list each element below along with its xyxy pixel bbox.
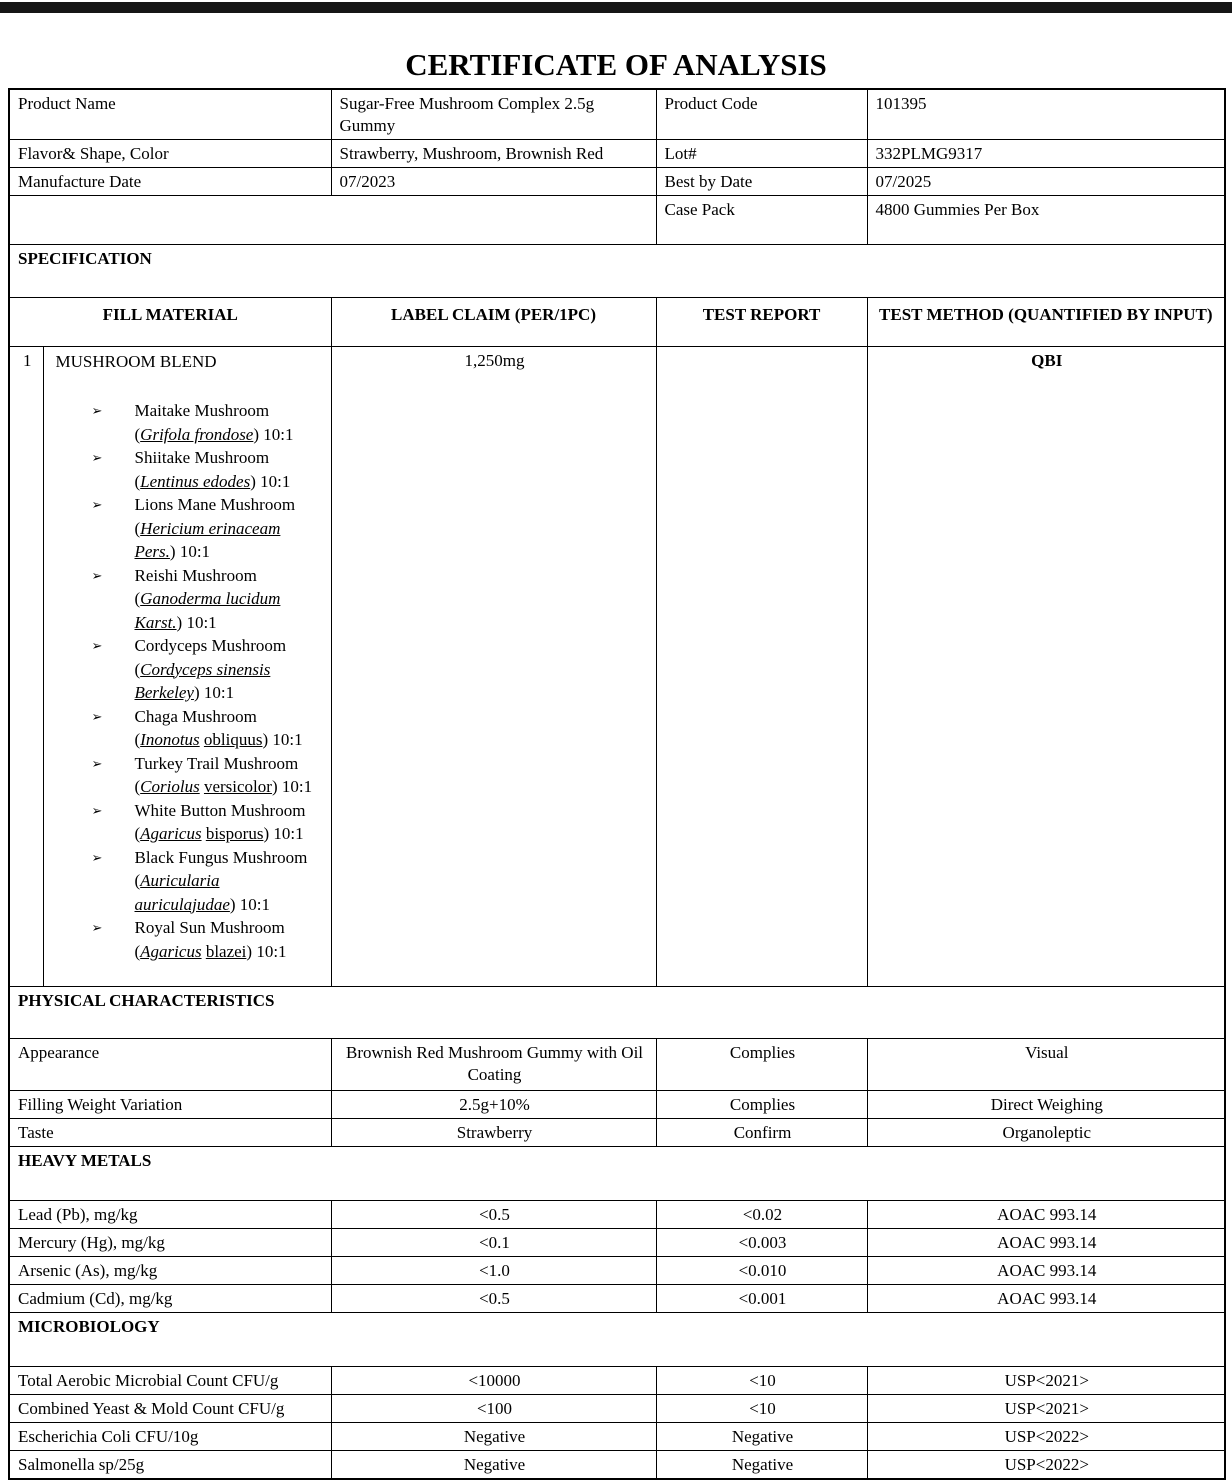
test-report-cell: <10 — [656, 1395, 867, 1423]
parameter-cell: Salmonella sp/25g — [9, 1451, 331, 1480]
product-name-label: Product Name — [9, 89, 331, 140]
case-pack-row — [9, 196, 1225, 245]
latin-name: obliquus — [203, 730, 263, 749]
parameter-cell: Appearance — [9, 1039, 331, 1091]
arrow-bullet-icon: ➢ — [91, 756, 103, 772]
latin-name: Coriolus — [140, 777, 200, 796]
blend-item — [52, 493, 323, 564]
spec-row — [9, 1285, 1225, 1313]
parameter-cell: Combined Yeast & Mold Count CFU/g — [9, 1395, 331, 1423]
label-claim-cell: <0.5 — [331, 1285, 656, 1313]
specification-band-row — [9, 245, 1225, 298]
section-title: MICROBIOLOGY — [9, 1313, 1225, 1367]
arrow-bullet-icon: ➢ — [91, 568, 103, 584]
fill-material-header: FILL MATERIAL — [9, 298, 331, 347]
blend-item-text: Black Fungus Mushroom (Auricularia auriculajudae) 10:1 — [134, 847, 308, 914]
latin-name: Grifola frondose — [140, 424, 254, 444]
latin-name: Auricularia auriculajudae — [134, 871, 230, 914]
mushroom-blend-row — [9, 347, 1225, 987]
specification-section — [9, 245, 1225, 987]
label-claim-cell: <0.5 — [331, 1201, 656, 1229]
spec-row — [9, 1229, 1225, 1257]
microbiology-section — [9, 1313, 1225, 1480]
parameter-cell: Lead (Pb), mg/kg — [9, 1201, 331, 1229]
test-method-cell: Organoleptic — [867, 1119, 1225, 1147]
case-pack-label: Case Pack — [656, 196, 867, 245]
parameter-cell: Taste — [9, 1119, 331, 1147]
blend-item-text: White Button Mushroom (Agaricus bisporus) 10:1 — [134, 800, 306, 843]
certificate-table — [8, 88, 1226, 1480]
spec-row — [9, 1395, 1225, 1423]
blend-item-text: Chaga Mushroom (Inonotus obliquus) 10:1 — [134, 706, 303, 749]
arrow-bullet-icon: ➢ — [91, 404, 103, 419]
latin-name: Cordyceps sinensis Berkeley — [134, 659, 271, 702]
blend-item-text: Reishi Mushroom (Ganoderma lucidum Karst.) 10:1 — [134, 565, 281, 632]
test-report-cell: Negative — [656, 1423, 867, 1451]
label-claim-cell: Negative — [331, 1423, 656, 1451]
test-report-cell: <0.003 — [656, 1229, 867, 1257]
blend-test-report — [656, 347, 867, 987]
test-method-cell: USP<2021> — [867, 1395, 1225, 1423]
section-title: HEAVY METALS — [9, 1147, 1225, 1201]
label-claim-cell: <0.1 — [331, 1229, 656, 1257]
blend-item-text: Shiitake Mushroom (Lentinus edodes) 10:1 — [134, 448, 291, 491]
product-code-label: Product Code — [656, 89, 867, 140]
arrow-bullet-icon: ➢ — [91, 639, 103, 654]
case-pack-value: 4800 Gummies Per Box — [867, 196, 1225, 245]
heavy-metals-band-row — [9, 1147, 1225, 1201]
blend-item — [52, 564, 323, 635]
blend-title: MUSHROOM BLEND — [55, 352, 217, 371]
blend-item — [52, 634, 323, 705]
latin-name: Inonotus — [140, 730, 200, 749]
test-report-cell: <0.001 — [656, 1285, 867, 1313]
specification-section-title: SPECIFICATION — [9, 245, 1225, 298]
latin-name: Lentinus edodes — [140, 471, 251, 491]
parameter-cell: Filling Weight Variation — [9, 1091, 331, 1119]
spec-row — [9, 1039, 1225, 1091]
spec-row — [9, 1091, 1225, 1119]
blend-item — [52, 752, 323, 799]
label-claim-cell: <1.0 — [331, 1257, 656, 1285]
arrow-bullet-icon: ➢ — [91, 709, 103, 725]
blend-cell — [43, 347, 331, 987]
parameter-cell: Arsenic (As), mg/kg — [9, 1257, 331, 1285]
flavor-label: Flavor& Shape, Color — [9, 140, 331, 168]
test-report-cell: Complies — [656, 1091, 867, 1119]
parameter-cell: Escherichia Coli CFU/10g — [9, 1423, 331, 1451]
arrow-bullet-icon: ➢ — [91, 498, 103, 513]
empty-cell — [9, 196, 656, 245]
best-by-value: 07/2025 — [867, 168, 1225, 196]
parameter-cell: Cadmium (Cd), mg/kg — [9, 1285, 331, 1313]
test-report-cell: Complies — [656, 1039, 867, 1091]
test-method-cell: AOAC 993.14 — [867, 1229, 1225, 1257]
blend-item — [52, 446, 323, 493]
label-claim-cell: Negative — [331, 1451, 656, 1480]
lot-label: Lot# — [656, 140, 867, 168]
blend-label-claim: 1,250mg — [331, 347, 656, 987]
label-claim-cell: <100 — [331, 1395, 656, 1423]
arrow-bullet-icon: ➢ — [91, 850, 103, 866]
latin-name: Agaricus — [140, 941, 202, 961]
blend-item-text: Lions Mane Mushroom (Hericium erinaceam Pers.) 10:1 — [134, 495, 296, 561]
product-name-value: Sugar-Free Mushroom Complex 2.5g Gummy — [331, 89, 656, 140]
best-by-label: Best by Date — [656, 168, 867, 196]
latin-name: Ganoderma lucidum Karst. — [134, 589, 281, 632]
test-method-header: TEST METHOD (QUANTIFIED BY INPUT) — [867, 298, 1225, 347]
test-report-cell: Negative — [656, 1451, 867, 1480]
test-method-cell: AOAC 993.14 — [867, 1201, 1225, 1229]
test-report-cell: Confirm — [656, 1119, 867, 1147]
label-claim-cell: Brownish Red Mushroom Gummy with Oil Coating — [331, 1039, 656, 1091]
microbiology-band-row — [9, 1313, 1225, 1367]
blend-item-text: Turkey Trail Mushroom (Coriolus versicolor) 10:1 — [134, 753, 313, 796]
blend-test-method: QBI — [867, 347, 1225, 987]
blend-item — [52, 799, 323, 846]
test-method-cell: USP<2022> — [867, 1423, 1225, 1451]
spec-row — [9, 1257, 1225, 1285]
manufacture-date-row — [9, 168, 1225, 196]
test-method-cell: AOAC 993.14 — [867, 1285, 1225, 1313]
product-info-block — [9, 89, 1225, 245]
latin-name: versicolor — [203, 777, 272, 796]
latin-name: Hericium erinaceam Pers. — [134, 518, 281, 561]
spec-row — [9, 1451, 1225, 1480]
blend-item — [52, 705, 323, 752]
label-claim-cell: Strawberry — [331, 1119, 656, 1147]
label-claim-header: LABEL CLAIM (PER/1PC) — [331, 298, 656, 347]
test-report-header: TEST REPORT — [656, 298, 867, 347]
test-report-cell: <0.02 — [656, 1201, 867, 1229]
arrow-bullet-icon: ➢ — [91, 921, 103, 936]
product-code-value: 101395 — [867, 89, 1225, 140]
arrow-bullet-icon: ➢ — [91, 451, 103, 466]
blend-item-text: Maitake Mushroom (Grifola frondose) 10:1 — [134, 401, 294, 444]
blend-row-number: 1 — [9, 347, 43, 987]
test-method-cell: Visual — [867, 1039, 1225, 1091]
arrow-bullet-icon: ➢ — [91, 803, 103, 819]
heavy-metals-section — [9, 1147, 1225, 1313]
label-claim-cell: <10000 — [331, 1367, 656, 1395]
blend-item-text: Royal Sun Mushroom (Agaricus blazei) 10:1 — [134, 918, 287, 961]
spec-row — [9, 1119, 1225, 1147]
physical-characteristics-section — [9, 987, 1225, 1147]
test-report-cell: <0.010 — [656, 1257, 867, 1285]
flavor-row — [9, 140, 1225, 168]
blend-item — [52, 399, 323, 446]
page-title: CERTIFICATE OF ANALYSIS — [405, 47, 827, 82]
spec-header-row — [9, 298, 1225, 347]
test-method-cell: AOAC 993.14 — [867, 1257, 1225, 1285]
blend-item-text: Cordyceps Mushroom (Cordyceps sinensis Berkeley) 10:1 — [134, 636, 287, 702]
spec-row — [9, 1423, 1225, 1451]
blend-item — [52, 916, 323, 963]
manufacture-date-value: 07/2023 — [331, 168, 656, 196]
section-title: PHYSICAL CHARACTERISTICS — [9, 987, 1225, 1039]
test-method-cell: USP<2022> — [867, 1451, 1225, 1480]
blend-list — [52, 399, 325, 963]
latin-name: blazei — [205, 941, 247, 961]
top-black-bar — [0, 2, 1232, 13]
physical-band-row — [9, 987, 1225, 1039]
spec-row — [9, 1201, 1225, 1229]
parameter-cell: Total Aerobic Microbial Count CFU/g — [9, 1367, 331, 1395]
spec-row — [9, 1367, 1225, 1395]
product-name-row — [9, 89, 1225, 140]
parameter-cell: Mercury (Hg), mg/kg — [9, 1229, 331, 1257]
label-claim-cell: 2.5g+10% — [331, 1091, 656, 1119]
latin-name: bisporus — [205, 824, 264, 843]
manufacture-date-label: Manufacture Date — [9, 168, 331, 196]
test-report-cell: <10 — [656, 1367, 867, 1395]
test-method-cell: Direct Weighing — [867, 1091, 1225, 1119]
test-method-cell: USP<2021> — [867, 1367, 1225, 1395]
blend-item — [52, 846, 323, 917]
latin-name: Agaricus — [140, 824, 202, 843]
lot-value: 332PLMG9317 — [867, 140, 1225, 168]
flavor-value: Strawberry, Mushroom, Brownish Red — [331, 140, 656, 168]
